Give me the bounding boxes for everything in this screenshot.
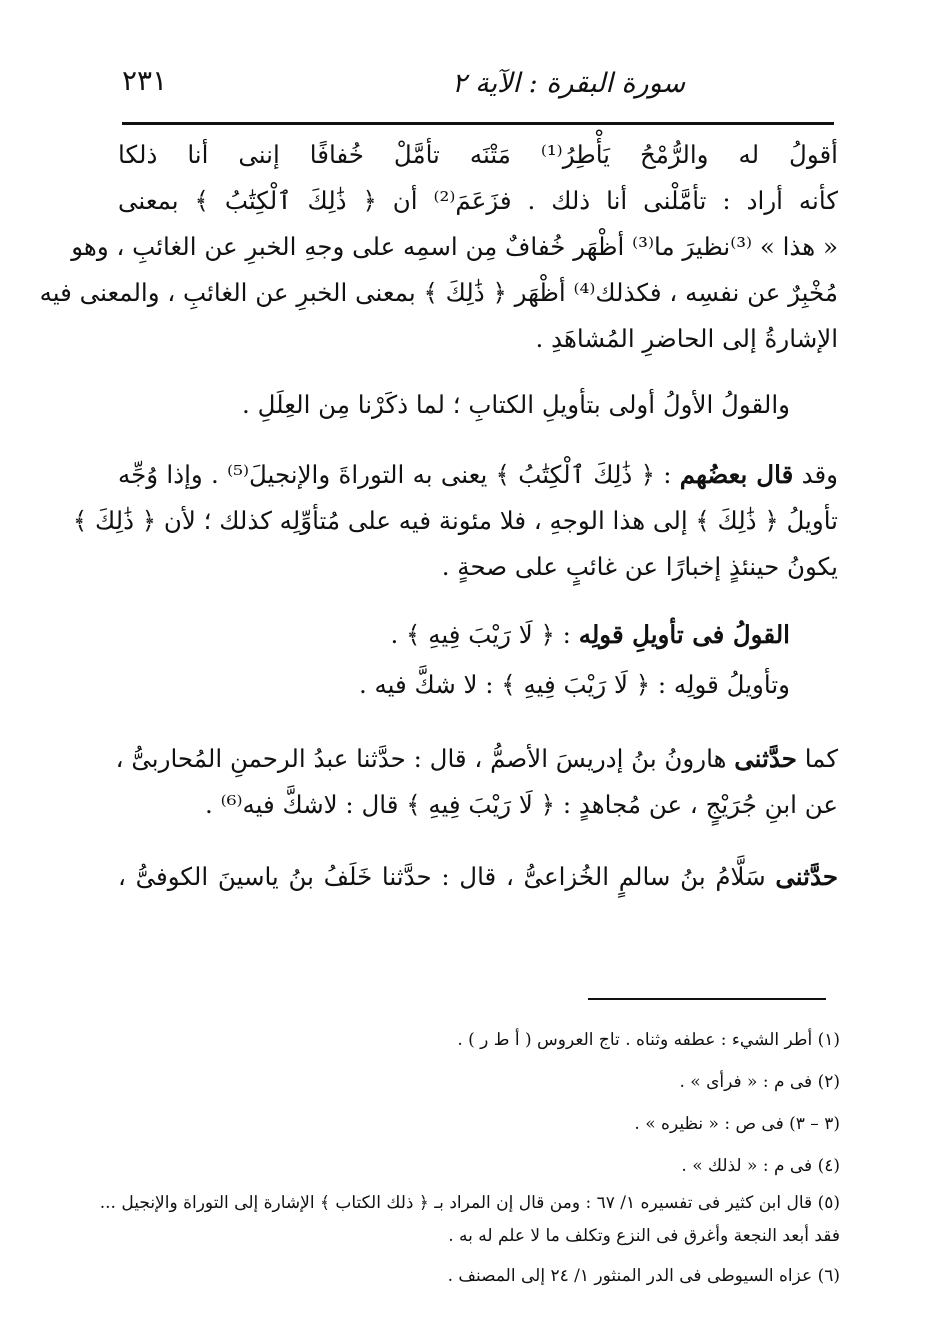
paragraph-line: [118, 390, 838, 419]
section-heading: [118, 620, 838, 649]
text-line: الإشارةُ إلى الحاضرِ المُشاهَدِ .: [535, 324, 838, 353]
text-line: مُخْبِرٌ عن نفسِه ، فكذلك⁽⁴⁾ أظْهَر ﴿ ذَٰلِكَ ﴾ بمعنى الخبرِ عن الغائبِ ، والمعنى فيه: [39, 278, 838, 307]
text-line: : ﴿ ذَٰلِكَ ٱلْكِتَٰبُ ﴾ يعنى به التوراةَ والإنجيلَ⁽⁵⁾ . وإذا وُجِّه: [118, 460, 680, 489]
text-line: كما: [796, 744, 838, 773]
footnote-6: (٦) عزاه السيوطى فى الدر المنثور ١/ ٢٤ إلى المصنف .: [447, 1266, 840, 1286]
text-line: كأنه أراد : تأمَّلْنى أنا ذلك . فزَعَمَ⁽²⁾ أن ﴿ ذَٰلِكَ ٱلْكِتَٰبُ ﴾ بمعنى: [118, 186, 838, 215]
text-line: وتأويلُ قولِه : ﴿ لَا رَيْبَ فِيهِ ﴾ : لا شكَّ فيه .: [358, 670, 790, 699]
text-line: يكونُ حينئذٍ إخبارًا عن غائبٍ على صحةٍ .: [441, 552, 838, 581]
text-line: وقد: [793, 460, 838, 489]
footnote-3: (٣ – ٣) فى ص : « نظيره » .: [634, 1114, 840, 1134]
footnote-rule: [588, 998, 826, 1000]
paragraph-line: [118, 460, 838, 489]
text-line: « هذا » ⁽³⁾نظيرَ ما⁽³⁾ أظْهَر خُفافٌ مِن اسمِه على وجهِ الخبرِ عن الغائبِ ، وهو: [71, 232, 838, 261]
running-title: سورة البقرة : الآية ٢: [452, 68, 686, 99]
text-line: تأويلُ ﴿ ذَٰلِكَ ﴾ إلى هذا الوجهِ ، فلا مئونة فيه على مُتأوِّلِه كذلك ؛ لأن ﴿ ذَٰلِكَ ﴾: [72, 506, 838, 535]
paragraph-line: [118, 670, 838, 699]
footnote-2: (٢) فى م : « فرأى » .: [679, 1072, 840, 1092]
footnote-5-continued: فقد أبعد النجعة وأغرق فى النزع وتكلف ما لا علم له به .: [448, 1226, 840, 1246]
paragraph-line: [115, 744, 838, 773]
poetry-verse: أقولُ له والرُّمْحُ يَأْطِرُ⁽¹⁾ مَتْنَه تأمَّلْ خُفافًا إننى أنا ذلكا: [118, 140, 838, 169]
text-line: سَلَّامُ بنُ سالمٍ الخُزاعىُّ ، قال : حدَّثنا خَلَفُ بنُ ياسينَ الكوفىُّ ،: [118, 862, 776, 891]
page-header: [122, 64, 834, 122]
section-heading-rest: : ﴿ لَا رَيْبَ فِيهِ ﴾ .: [390, 620, 579, 649]
bold-phrase: قال بعضُهم: [679, 460, 794, 489]
footnote-4: (٤) فى م : « لذلك » .: [681, 1156, 840, 1176]
text-line: والقولُ الأولُ أولى بتأويلِ الكتابِ ؛ لما ذكَرْنا مِن العِلَلِ .: [242, 390, 790, 419]
text-line: عن ابنِ جُرَيْجٍ ، عن مُجاهدٍ : ﴿ لَا رَيْبَ فِيهِ ﴾ قال : لاشكَّ فيه⁽⁶⁾ .: [205, 790, 838, 819]
page-number: ٢٣١: [122, 64, 168, 97]
section-heading-bold: القولُ فى تأويلِ قولِه: [578, 620, 790, 649]
header-rule: [122, 122, 834, 125]
footnote-1: (١) أطر الشيء : عطفه وثناه . تاج العروس ( أ ط ر ) .: [457, 1030, 840, 1050]
footnote-5: (٥) قال ابن كثير فى تفسيره ١/ ٦٧ : ومن قال إن المراد بـ ﴿ ذلك الكتاب ﴾ الإشارة إلى التوراة والإنجيل ...: [99, 1193, 840, 1213]
bold-phrase: حدَّثنى: [775, 862, 838, 891]
text-line: هارونُ بنُ إدريسَ الأصمُّ ، قال : حدَّثنا عبدُ الرحمنِ المُحاربىُّ ،: [115, 744, 735, 773]
paragraph-line: [118, 862, 838, 891]
bold-phrase: حدَّثنى: [734, 744, 797, 773]
